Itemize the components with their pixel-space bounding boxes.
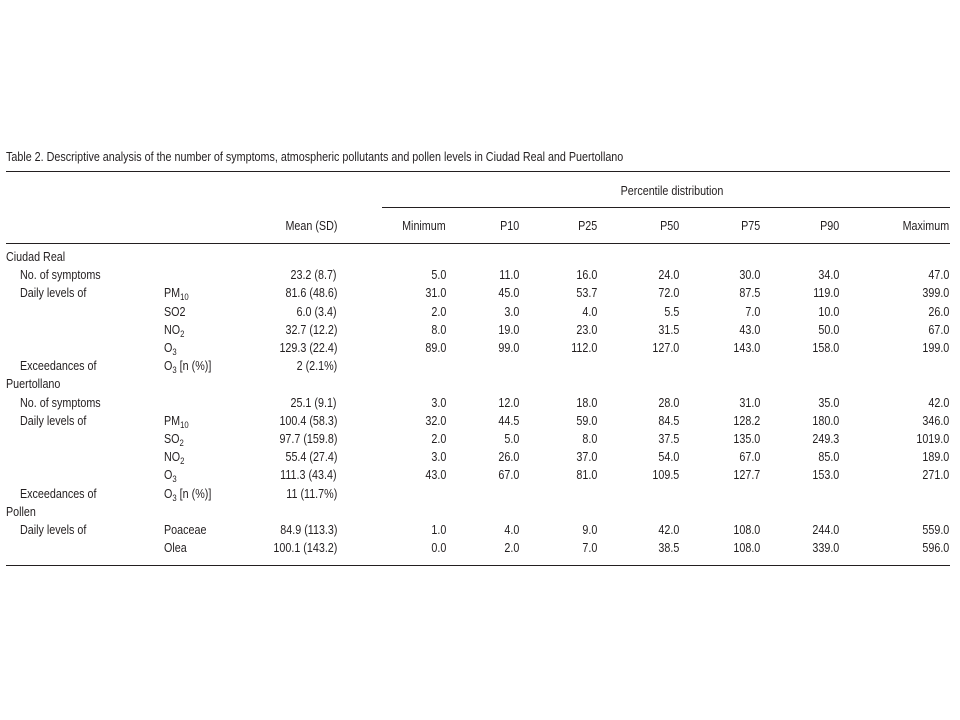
table-cell: 32.0 <box>425 413 446 428</box>
sublabel-tail: [n (%)] <box>176 486 212 501</box>
row-label: Pollen <box>6 504 36 519</box>
table-cell: 11.0 <box>498 268 519 283</box>
header-rule <box>6 243 950 244</box>
sublabel-subscript: 3 <box>172 474 177 485</box>
table-caption: Table 2. Descriptive analysis of the number of symptoms, atmospheric pollutants and pollen levels in Ciudad Real and Puertollano <box>6 150 624 164</box>
table-cell: 399.0 <box>922 286 949 301</box>
table-cell: 559.0 <box>922 523 949 537</box>
column-header: P50 <box>659 219 679 233</box>
row-label: Puertollano <box>6 377 61 392</box>
table-cell: 127.0 <box>652 341 679 355</box>
sublabel-text: Olea <box>164 541 187 556</box>
column-header: Maximum <box>902 219 949 233</box>
table-cell: 28.0 <box>658 395 679 410</box>
sublabel-text: PM <box>164 286 181 301</box>
row-label: Exceedances of <box>20 359 97 374</box>
sublabel-text: NO <box>164 322 181 337</box>
table-cell: 249.3 <box>812 432 839 446</box>
table-cell: 16.0 <box>576 268 597 283</box>
table-cell: 53.7 <box>576 286 597 301</box>
sublabel-text: SO <box>164 432 180 446</box>
table-cell: 24.0 <box>658 268 679 283</box>
table-cell: 99.0 <box>498 341 519 355</box>
table-cell: 72.0 <box>658 286 679 301</box>
table-cell: 109.5 <box>652 468 679 483</box>
table-cell: 47.0 <box>928 268 949 283</box>
table-cell: 119.0 <box>812 286 839 301</box>
table-cell: 45.0 <box>498 286 519 301</box>
table-cell: 0.0 <box>431 541 446 556</box>
sublabel-subscript: 2 <box>180 328 185 339</box>
row-sublabel <box>164 305 186 319</box>
table-cell: 346.0 <box>922 413 949 428</box>
table-cell: 25.1 (9.1) <box>290 395 337 410</box>
table-cell: 129.3 (22.4) <box>279 341 337 355</box>
table-cell: 339.0 <box>812 541 839 556</box>
row-label: Daily levels of <box>20 413 87 428</box>
sublabel-text: NO <box>164 450 181 465</box>
table-cell: 81.0 <box>576 468 597 483</box>
table-cell: 189.0 <box>922 450 949 465</box>
table-cell: 2.0 <box>504 541 519 556</box>
table-cell: 89.0 <box>425 341 446 355</box>
table-cell: 31.0 <box>425 286 446 301</box>
table-cell: 12.0 <box>498 395 519 410</box>
table-cell: 85.0 <box>818 450 839 465</box>
top-rule <box>6 171 950 172</box>
row-sublabel <box>164 468 177 485</box>
group-rule <box>382 207 950 208</box>
table-cell: 2.0 <box>431 304 446 319</box>
table-cell: 5.0 <box>504 432 519 446</box>
row-sublabel <box>164 523 206 537</box>
table-cell: 244.0 <box>812 523 839 537</box>
column-header: Mean (SD) <box>285 219 337 233</box>
row-sublabel <box>164 286 189 303</box>
table-cell: 135.0 <box>733 432 760 446</box>
table-cell: 4.0 <box>582 304 597 319</box>
table-cell: 10.0 <box>818 304 839 319</box>
sublabel-subscript: 2 <box>180 456 185 467</box>
table-cell: 7.0 <box>745 304 760 319</box>
table-cell: 43.0 <box>739 322 760 337</box>
table-cell: 87.5 <box>739 286 760 301</box>
table-cell: 7.0 <box>582 541 597 556</box>
table-cell: 37.0 <box>576 450 597 465</box>
table-cell: 596.0 <box>922 541 949 556</box>
table-cell: 180.0 <box>812 413 839 428</box>
table-cell: 19.0 <box>498 322 519 337</box>
sublabel-text: O <box>164 468 173 483</box>
row-sublabel <box>164 359 212 376</box>
table-cell: 158.0 <box>812 341 839 355</box>
sublabel-text: Poaceae <box>164 523 207 537</box>
table-cell: 26.0 <box>928 304 949 319</box>
table-cell: 108.0 <box>733 541 760 556</box>
table-cell: 97.7 (159.8) <box>279 432 337 446</box>
table-cell: 153.0 <box>812 468 839 483</box>
table-cell: 5.0 <box>431 268 446 283</box>
table-cell: 59.0 <box>576 413 597 428</box>
table-cell: 9.0 <box>582 523 597 537</box>
table-cell: 4.0 <box>504 523 519 537</box>
table-cell: 112.0 <box>570 341 597 355</box>
row-label: No. of symptoms <box>20 395 101 410</box>
sublabel-subscript: 2 <box>179 438 184 448</box>
table-cell: 42.0 <box>928 395 949 410</box>
table-cell: 37.5 <box>658 432 679 446</box>
row-label: Ciudad Real <box>6 250 66 264</box>
table-cell: 3.0 <box>431 395 446 410</box>
table-cell: 8.0 <box>431 322 446 337</box>
table-cell: 18.0 <box>576 395 597 410</box>
row-label: Exceedances of <box>20 486 97 501</box>
table-cell: 5.5 <box>664 304 679 319</box>
sublabel-subscript: 10 <box>180 419 189 430</box>
table-cell: 31.5 <box>658 322 679 337</box>
sublabel-text: O <box>164 486 173 501</box>
table-cell: 42.0 <box>658 523 679 537</box>
table-cell: 31.0 <box>739 395 760 410</box>
table-cell: 43.0 <box>425 468 446 483</box>
row-label: No. of symptoms <box>20 268 101 283</box>
table-cell: 111.3 (43.4) <box>280 468 337 483</box>
table-cell: 271.0 <box>922 468 949 483</box>
table-cell: 67.0 <box>739 450 760 465</box>
group-header: Percentile distribution <box>620 184 724 198</box>
row-sublabel <box>164 323 184 337</box>
row-sublabel <box>164 450 185 467</box>
sublabel-text: O <box>164 341 173 355</box>
column-header: P25 <box>577 219 597 233</box>
table-cell: 100.1 (143.2) <box>273 541 337 556</box>
bottom-rule <box>6 565 950 566</box>
table-cell: 8.0 <box>582 432 597 446</box>
column-header: P10 <box>499 219 519 233</box>
table-cell: 84.9 (113.3) <box>279 523 337 537</box>
table-cell: 199.0 <box>922 341 949 355</box>
table-cell: 50.0 <box>818 322 839 337</box>
column-header: P75 <box>740 219 760 233</box>
table-cell: 2 (2.1%) <box>296 359 337 374</box>
sublabel-subscript: 3 <box>172 492 177 503</box>
sublabel-text: PM <box>164 413 181 428</box>
table-cell: 3.0 <box>504 304 519 319</box>
row-sublabel <box>164 487 211 501</box>
table-cell: 1019.0 <box>916 432 949 446</box>
table-cell: 1.0 <box>431 523 446 537</box>
column-header: Minimum <box>402 219 446 233</box>
row-sublabel <box>164 541 187 555</box>
table-cell: 128.2 <box>733 413 760 428</box>
table-cell: 3.0 <box>431 450 446 465</box>
table-cell: 30.0 <box>739 268 760 283</box>
table-cell: 38.5 <box>658 541 679 556</box>
table-cell: 100.4 (58.3) <box>279 413 337 428</box>
sublabel-tail: [n (%)] <box>176 359 212 374</box>
table-cell: 23.2 (8.7) <box>290 268 337 283</box>
table-cell: 143.0 <box>733 341 760 355</box>
table-cell: 127.7 <box>733 468 760 483</box>
sublabel-text: O <box>164 359 173 374</box>
row-label: Daily levels of <box>20 523 87 537</box>
column-header: P90 <box>819 219 839 233</box>
table-cell: 84.5 <box>658 413 679 428</box>
table-cell: 6.0 (3.4) <box>296 304 337 319</box>
table-cell: 108.0 <box>733 523 760 537</box>
table-cell: 26.0 <box>498 450 519 465</box>
table-cell: 55.4 (27.4) <box>284 450 337 465</box>
row-sublabel <box>164 414 189 428</box>
row-sublabel <box>164 341 177 355</box>
sublabel-text: SO2 <box>164 304 186 319</box>
table-cell: 81.6 (48.6) <box>284 286 337 301</box>
row-label: Daily levels of <box>20 286 87 301</box>
table-cell: 67.0 <box>928 322 949 337</box>
row-sublabel <box>164 432 184 446</box>
sublabel-subscript: 3 <box>172 347 177 357</box>
sublabel-subscript: 3 <box>172 365 177 376</box>
table-cell: 11 (11.7%) <box>286 486 337 501</box>
table-cell: 23.0 <box>576 322 597 337</box>
table-cell: 54.0 <box>658 450 679 465</box>
table-cell: 44.5 <box>498 413 519 428</box>
table-cell: 35.0 <box>818 395 839 410</box>
table-cell: 67.0 <box>498 468 519 483</box>
table-cell: 2.0 <box>431 432 446 446</box>
table-cell: 32.7 (12.2) <box>284 322 337 337</box>
table-cell: 34.0 <box>818 268 839 283</box>
sublabel-subscript: 10 <box>180 292 189 303</box>
